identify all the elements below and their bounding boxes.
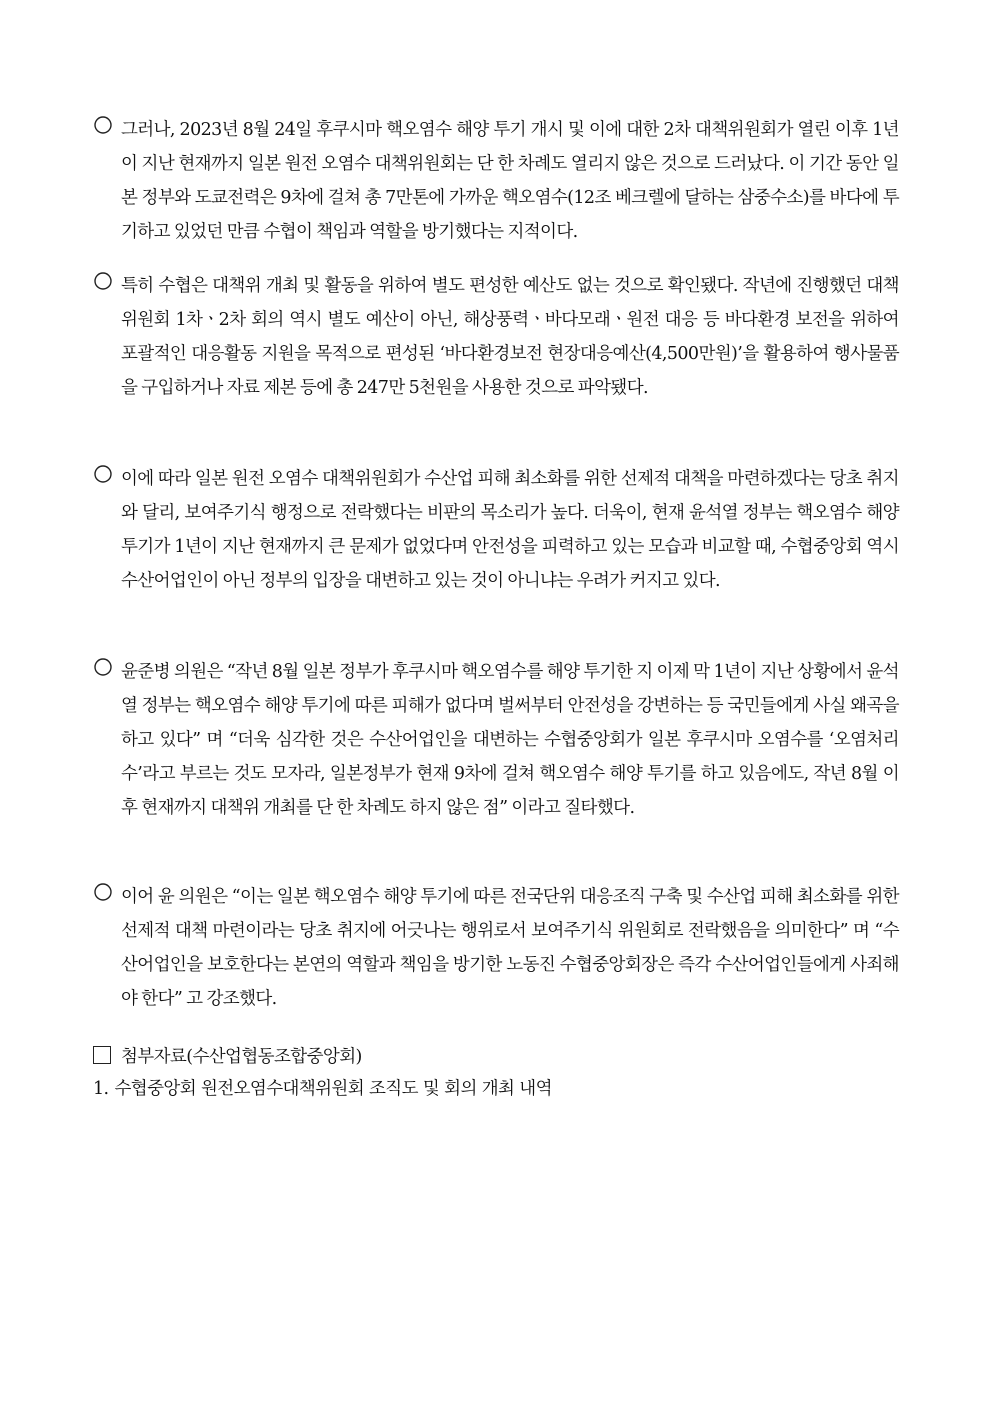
paragraph-4 [93,655,899,825]
paragraph-text: 윤준병 의원은 “작년 8월 일본 정부가 후쿠시마 핵오염수를 해양 투기한 지 이제 막 1년이 지난 상황에서 윤석열 정부는 핵오염수 해양 투기에 따른 피해가 없다며 벌써부터 안전성을 강변하는 등 국민들에게 사실 왜곡을 하고 있다” 며 “더욱 심각한 것은 수산어업인을 대변하는 수협중앙회가 일본 후쿠시마 오염수를 ‘오염처리수’라고 부르는 것도 모자라, 일본정부가 현재 9차에 걸쳐 핵오염수 해양 투기를 하고 있음에도, 작년 8월 이후 현재까지 대책위 개최를 단 한 차례도 하지 않은 점” 이라고 질타했다. [121,662,899,818]
paragraph-5 [93,880,899,1016]
square-bullet-icon [93,1046,111,1064]
circle-bullet-icon [93,657,113,677]
attachment-item [93,1072,552,1106]
paragraph-text: 특히 수협은 대책위 개최 및 활동을 위하여 별도 편성한 예산도 없는 것으로 확인됐다. 작년에 진행했던 대책위원회 1차ㆍ2차 회의 역시 별도 예산이 아닌, 해상풍력ㆍ바다모래ㆍ원전 대응 등 바다환경 보전을 위하여 포괄적인 대응활동 지원을 목적으로 편성된 ‘바다환경보전 현장대응예산(4,500만원)’을 활용하여 행사물품을 구입하거나 자료 제본 등에 총 247만 5천원을 사용한 것으로 파악됐다. [121,276,899,398]
paragraph-text: 이에 따라 일본 원전 오염수 대책위원회가 수산업 피해 최소화를 위한 선제적 대책을 마련하겠다는 당초 취지와 달리, 보여주기식 행정으로 전락했다는 비판의 목소리가 높다. 더욱이, 현재 윤석열 정부는 핵오염수 해양 투기가 1년이 지난 현재까지 큰 문제가 없었다며 안전성을 피력하고 있는 모습과 비교할 때, 수협중앙회 역시 수산어업인이 아닌 정부의 입장을 대변하고 있는 것이 아니냐는 우려가 커지고 있다. [121,469,899,591]
circle-bullet-icon [93,882,113,902]
paragraph-2 [93,269,899,405]
attachment-label: 수협중앙회 원전오염수대책위원회 조직도 및 회의 개최 내역 [114,1079,552,1099]
paragraph-1 [93,113,899,249]
circle-bullet-icon [93,271,113,291]
paragraph-3 [93,462,899,598]
circle-bullet-icon [93,464,113,484]
attachments-heading-text: 첨부자료(수산업협동조합중앙회) [121,1047,362,1067]
paragraph-text: 이어 윤 의원은 “이는 일본 핵오염수 해양 투기에 따른 전국단위 대응조직 구축 및 수산업 피해 최소화를 위한 선제적 대책 마련이라는 당초 취지에 어긋나는 행위로서 보여주기식 위원회로 전락했음을 의미한다” 며 “수산어업인을 보호한다는 본연의 역할과 책임을 방기한 노동진 수협중앙회장은 즉각 수산어업인들에게 사죄해야 한다” 고 강조했다. [121,887,899,1009]
attachments-heading [93,1040,362,1074]
circle-bullet-icon [93,115,113,135]
attachment-number: 1. [93,1079,109,1099]
paragraph-text: 그러나, 2023년 8월 24일 후쿠시마 핵오염수 해양 투기 개시 및 이에 대한 2차 대책위원회가 열린 이후 1년이 지난 현재까지 일본 원전 오염수 대책위원회는 단 한 차례도 열리지 않은 것으로 드러났다. 이 기간 동안 일본 정부와 도쿄전력은 9차에 걸쳐 총 7만톤에 가까운 핵오염수(12조 베크렐에 달하는 삼중수소)를 바다에 투기하고 있었던 만큼 수협이 책임과 역할을 방기했다는 지적이다. [121,120,899,242]
